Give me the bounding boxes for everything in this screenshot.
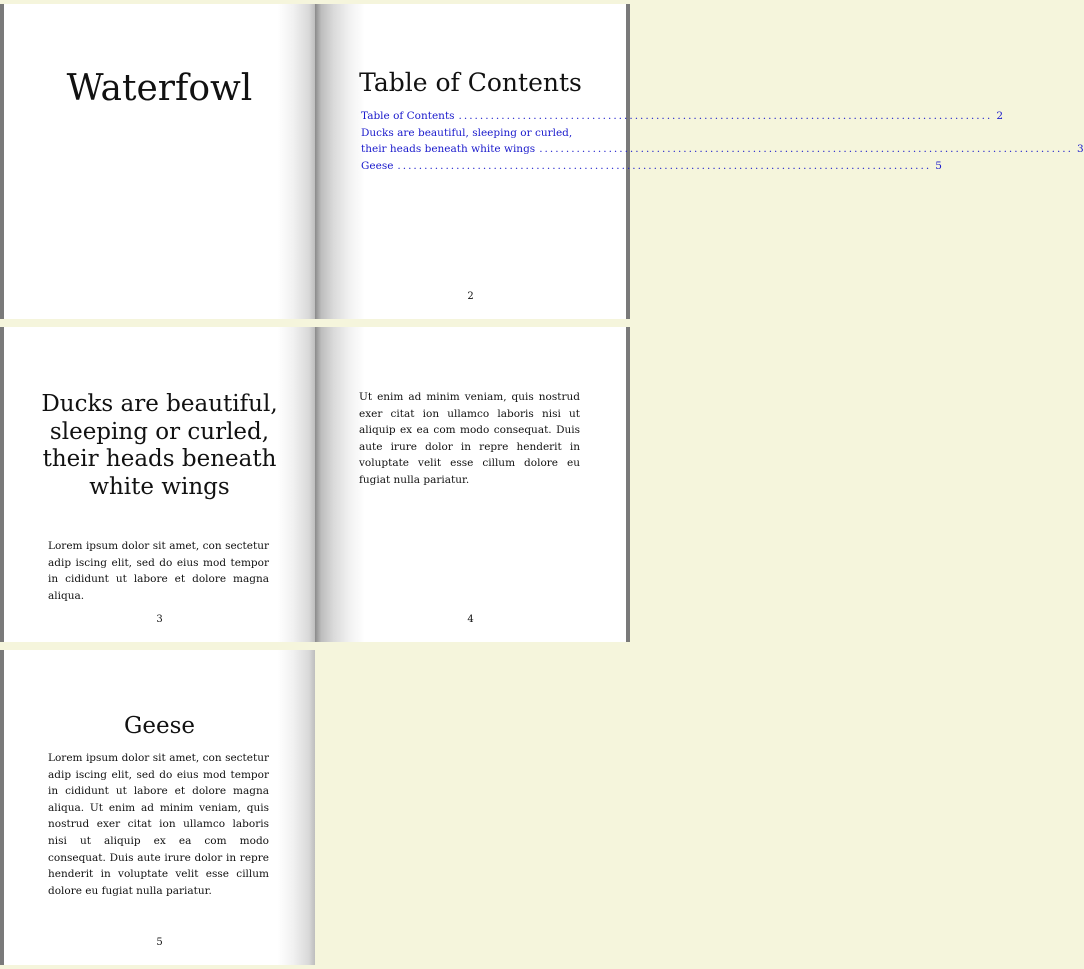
toc-entry-ducks[interactable] [361,125,1084,158]
page-continued-text [315,327,630,642]
toc-dot-leader: .................................................................................................... [539,143,1073,155]
body-paragraph: Lorem ipsum dolor sit amet, con sectetur adip iscing elit, sed do eius mod tempor in cididunt ut labore et dolore magna aliqua. [48,540,269,602]
chapter-heading: Ducks are beautiful, sleeping or curled, their heads beneath white wings [41,391,278,500]
toc-heading: Table of Contents [359,68,582,97]
toc-entry-label: Geese [361,159,394,172]
toc-entry-table-of-contents[interactable] [361,108,1003,125]
chapter-heading: Geese [123,713,195,739]
toc-entry-geese[interactable] [361,158,942,175]
toc-entry-page: 3 [1076,143,1084,155]
toc-dot-leader: .................................................................................................... [397,159,932,172]
body-paragraph: Lorem ipsum dolor sit amet, con sectetur adip iscing elit, sed do eius mod tempor in cididunt ut labore et dolore magna aliqua. Ut enim ad minim veniam, quis nostrud exer citat ion ullamco laboris nisi ut aliquip ex ea com modo consequat. Duis aute irure dolor in repre henderit in voluptate velit esse cillum dolore eu fugiat nulla pariatur. [48,752,269,897]
toc-list [361,108,1084,174]
page-title-page [0,4,315,319]
page-number: 2 [467,291,474,302]
page-number: 4 [467,614,474,625]
toc-entry-label: Table of Contents [361,110,455,122]
toc-entry-label: Ducks are beautiful, sleeping or curled, [361,126,573,139]
toc-entry-label: their heads beneath white wings [361,143,536,155]
toc-entry-page: 2 [996,110,1003,122]
body-paragraph: Ut enim ad minim veniam, quis nostrud exer citat ion ullamco laboris nisi ut aliquip ex ea com modo consequat. Duis aute irure dolor in repre henderit in voluptate velit esse cillum dolore eu fugiat nulla pariatur. [359,391,580,486]
book-title: Waterfowl [66,68,253,109]
page-table-of-contents [315,4,1084,319]
toc-entry-page: 5 [935,159,942,172]
page-geese-chapter [0,650,315,965]
page-ducks-chapter [0,327,315,642]
toc-dot-leader: .................................................................................................... [458,110,993,122]
page-number: 5 [156,937,163,948]
page-number: 3 [156,614,163,625]
